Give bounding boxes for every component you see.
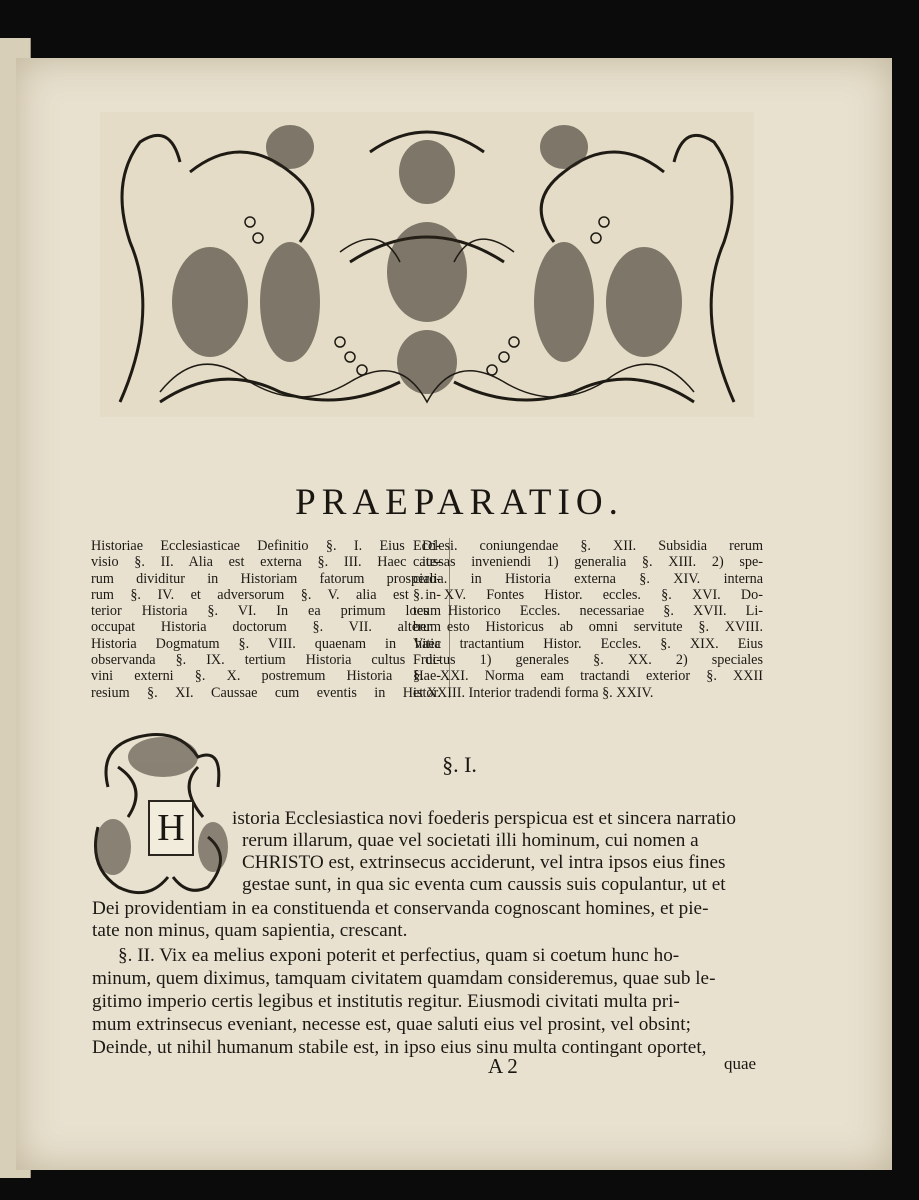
- paragraph-line: Dei providentiam in ea constituenda et conservanda cognoscant homines, et pie-: [92, 898, 709, 919]
- paragraph-line: gitimo imperio certis legibus et institutis regitur. Eiusmodi civitati multa pri-: [92, 991, 680, 1012]
- summary-line: resium §. XI. Caussae cum eventis in Histor.: [91, 684, 441, 701]
- summary-line: observanda §. IX. tertium Historia cultus di-: [91, 652, 441, 669]
- summary-line: tes Historico Eccles. necessariae §. XVII. Li-: [413, 603, 763, 620]
- summary-line: §. XXI. Norma eam tractandi exterior §. XXII: [413, 668, 763, 685]
- summary-line: occupat Historia doctorum §. VII. alterum: [91, 619, 441, 636]
- summary-line: ber esto Historicus ab omni servitute §. XVIII.: [413, 619, 763, 636]
- paragraph-line: Deinde, ut nihil humanum stabile est, in ipso eius sinu multa contingant oportet,: [92, 1037, 707, 1058]
- summary-line: Historia Dogmatum §. VIII. quaenam in haec: [91, 635, 441, 652]
- paragraph-line: §. II. Vix ea melius exponi poterit et perfectius, quam si coetum hunc ho-: [118, 945, 680, 966]
- summary-left-column: [91, 538, 441, 701]
- paragraph-line: gestae sunt, in qua sic eventa cum caussis suis copulantur, ut et: [242, 874, 726, 895]
- summary-line: vini externi §. X. postremum Historia Hae-: [91, 668, 441, 685]
- summary-line: et XXIII. Interior tradendi forma §. XXIV.: [413, 684, 654, 701]
- signature-mark: A 2: [488, 1054, 518, 1078]
- page-title: PRAEPARATIO.: [295, 482, 624, 523]
- paragraph-line: tate non minus, quam sapientia, crescant.: [92, 920, 408, 941]
- summary-line: Fructus 1) generales §. XX. 2) speciales: [413, 652, 763, 669]
- summary-line: §. XV. Fontes Histor. eccles. §. XVI. Do-: [413, 586, 763, 603]
- paragraph-line: minum, quem diximus, tamquam civitatem quamdam consideremus, quae sub le-: [92, 968, 716, 989]
- summary-line: caussas inveniendi 1) generalia §. XIII. 2) spe-: [413, 554, 763, 571]
- summary-line: rum §. IV. et adversorum §. V. alia est in-: [91, 586, 441, 603]
- summary-line: visio §. II. Alia est externa §. III. Haec ite-: [91, 554, 441, 571]
- woodcut-headpiece-ornament: [100, 112, 754, 417]
- summary-line: Ecclesi. coniungendae §. XII. Subsidia rerum: [413, 538, 763, 554]
- summary-right-column: [413, 538, 763, 701]
- summary-line: terior Historia §. VI. In ea primum locum: [91, 603, 441, 620]
- drop-cap-initial: H: [148, 800, 194, 856]
- summary-line: Vitia tractantium Histor. Eccles. §. XIX. Eius: [413, 635, 763, 652]
- summary-line: cialia. in Historia externa §. XIV. interna: [413, 570, 763, 587]
- section-heading: §. I.: [442, 752, 477, 777]
- summary-line: rum dividitur in Historiam fatorum prospero-: [91, 570, 441, 587]
- summary-line: Historiae Ecclesiasticae Definitio §. I. Eius Di-: [91, 538, 441, 554]
- paragraph-line: istoria Ecclesiastica novi foederis perspicua est et sincera narratio: [232, 808, 736, 829]
- paragraph-line: rerum illarum, quae vel societati illi hominum, cui nomen a: [242, 830, 699, 851]
- paragraph-line: mum extrinsecus eveniant, necesse est, quae saluti eius vel prosint, vel obsint;: [92, 1014, 691, 1035]
- catchword: quae: [724, 1054, 757, 1073]
- paragraph-line: CHRISTO est, extrinsecus acciderunt, vel intra ipsos eius fines: [242, 852, 726, 873]
